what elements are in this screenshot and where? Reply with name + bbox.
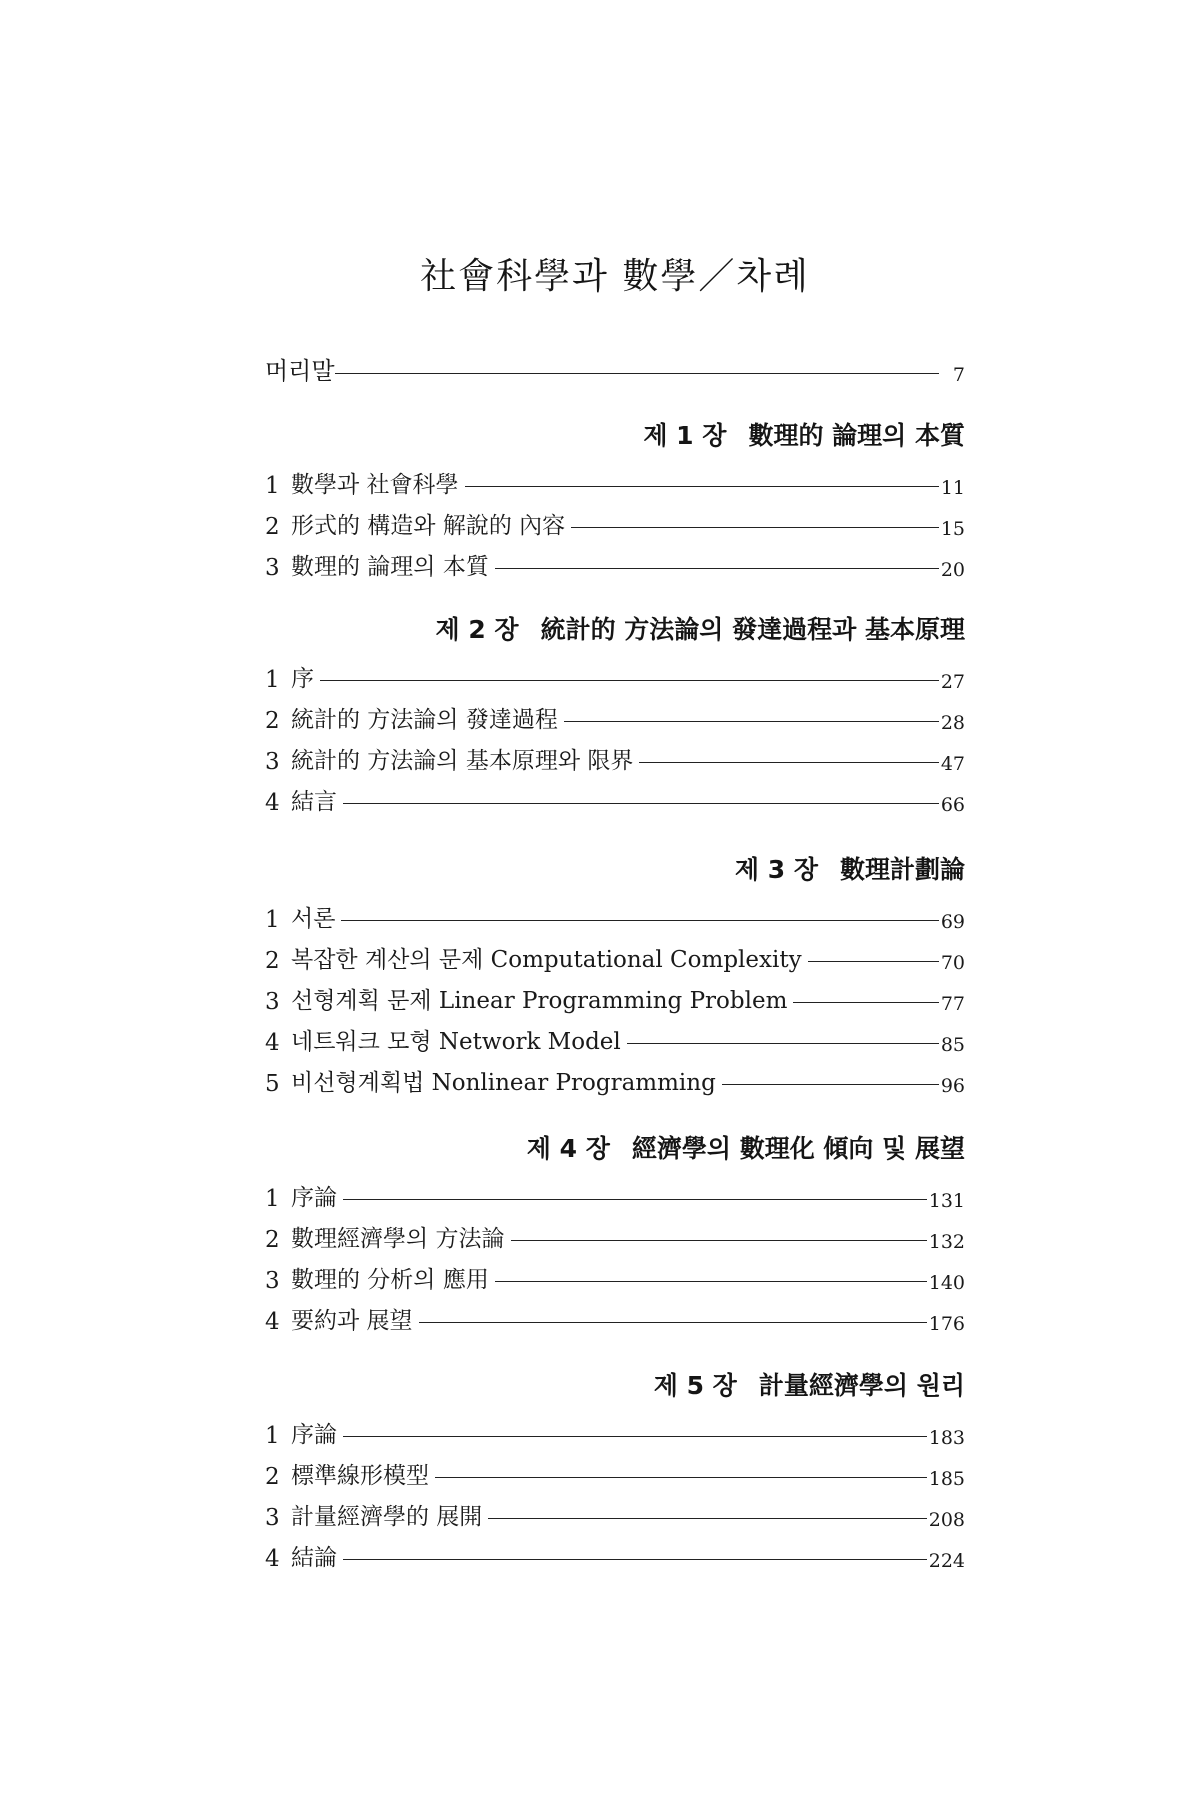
toc-entry: [265, 1531, 965, 1572]
chapter-3: [265, 848, 965, 1097]
entry-label: 數理的 論理의 本質: [291, 554, 489, 580]
entry-page-number: 208: [928, 1509, 965, 1531]
entry-page-number: 27: [940, 671, 965, 693]
entry-label: 統計的 方法論의 基本原理와 限界: [291, 748, 634, 774]
entry-page-number: 7: [952, 364, 965, 386]
leader-line: [335, 373, 939, 374]
entry-label: 서론: [291, 906, 336, 932]
entry-label: 結言: [291, 789, 337, 815]
leader-line: [320, 680, 939, 681]
toc-entry: [265, 1056, 965, 1097]
entry-number: 2: [265, 1464, 280, 1490]
chapter-4: [265, 1127, 965, 1335]
entry-label: 네트워크 모형 Network Model: [291, 1029, 621, 1055]
toc-entry: [265, 1212, 965, 1253]
toc-entry: [265, 933, 965, 974]
entry-label: 標準線形模型: [291, 1463, 429, 1489]
entry-number: 4: [265, 790, 280, 816]
entry-number: 3: [265, 989, 280, 1015]
entry-label: 計量經濟學的 展開: [291, 1504, 483, 1530]
entry-page-number: 96: [940, 1075, 965, 1097]
chapter-title: 統計的 方法論의 發達過程과 基本原理: [540, 615, 965, 644]
leader-line: [435, 1477, 927, 1478]
toc-entry: [265, 1253, 965, 1294]
entry-page-number: 224: [928, 1550, 965, 1572]
toc-entry: [265, 1408, 965, 1449]
chapter-1: [265, 414, 965, 581]
toc-entry: [265, 652, 965, 693]
toc-entry: [265, 693, 965, 734]
entry-label: 數理經濟學의 方法論: [291, 1226, 505, 1252]
entry-label: 數學과 社會科學: [291, 472, 459, 498]
leader-line: [639, 762, 938, 763]
toc-entry-preface: [265, 350, 965, 386]
chapter-number: 제 2 장: [435, 615, 519, 644]
toc-entry: [265, 1490, 965, 1531]
toc-entry: [265, 775, 965, 816]
leader-line: [465, 486, 939, 487]
chapter-title: 數理的 論理의 本質: [748, 421, 965, 450]
chapter-title: 數理計劃論: [839, 855, 965, 884]
entry-page-number: 176: [928, 1313, 965, 1335]
entry-number: 4: [265, 1030, 280, 1056]
entry-number: 3: [265, 555, 280, 581]
toc-entry: [265, 458, 965, 499]
entry-number: 1: [265, 473, 280, 499]
entry-number: 2: [265, 1227, 280, 1253]
toc-entry: [265, 974, 965, 1015]
leader-line: [793, 1002, 938, 1003]
leader-line: [627, 1043, 939, 1044]
chapter-heading: [265, 848, 965, 892]
entry-label: 비선형계획법 Nonlinear Programming: [291, 1070, 716, 1096]
leader-line: [343, 1436, 927, 1437]
entry-label: 統計的 方法論의 發達過程: [291, 707, 558, 733]
toc-entry: [265, 1015, 965, 1056]
entry-page-number: 15: [940, 518, 965, 540]
leader-line: [564, 721, 939, 722]
entry-number: 1: [265, 907, 280, 933]
chapter-title: 經濟學의 數理化 傾向 및 展望: [631, 1134, 965, 1163]
entry-page-number: 131: [928, 1190, 965, 1212]
toc-entry: [265, 892, 965, 933]
entry-number: 3: [265, 749, 280, 775]
entry-number: 1: [265, 667, 280, 693]
entry-page-number: 28: [940, 712, 965, 734]
entry-label: 數理的 分析의 應用: [291, 1267, 489, 1293]
leader-line: [495, 568, 939, 569]
chapter-heading: [265, 1127, 965, 1171]
entry-number: 5: [265, 1071, 280, 1097]
toc-page: [265, 0, 965, 1800]
chapter-2: [265, 608, 965, 816]
chapter-heading: [265, 608, 965, 652]
toc-entry: [265, 1294, 965, 1335]
leader-line: [495, 1281, 927, 1282]
entry-label: 結論: [291, 1545, 337, 1571]
entry-label: 序論: [291, 1422, 337, 1448]
leader-line: [343, 1559, 927, 1560]
entry-label: 복잡한 계산의 문제 Computational Complexity: [291, 947, 802, 973]
entry-page-number: 132: [928, 1231, 965, 1253]
entry-label: 序論: [291, 1185, 337, 1211]
entry-number: 1: [265, 1186, 280, 1212]
entry-page-number: 85: [940, 1034, 965, 1056]
entry-number: 4: [265, 1309, 280, 1335]
entry-page-number: 140: [928, 1272, 965, 1294]
leader-line: [343, 803, 939, 804]
entry-number: 2: [265, 948, 280, 974]
leader-line: [343, 1199, 927, 1200]
entry-label: 선형계획 문제 Linear Programming Problem: [291, 988, 788, 1014]
chapter-number: 제 1 장: [643, 421, 727, 450]
chapter-number: 제 5 장: [653, 1371, 737, 1400]
chapter-5: [265, 1364, 965, 1572]
entry-label: 形式的 構造와 解說的 內容: [291, 513, 566, 539]
entry-number: 4: [265, 1546, 280, 1572]
entry-number: 3: [265, 1505, 280, 1531]
leader-line: [488, 1518, 926, 1519]
entry-page-number: 11: [940, 477, 965, 499]
chapter-number: 제 4 장: [526, 1134, 610, 1163]
entry-page-number: 185: [928, 1468, 965, 1490]
entry-number: 2: [265, 708, 280, 734]
entry-page-number: 77: [940, 993, 965, 1015]
entry-label: 要約과 展望: [291, 1308, 413, 1334]
chapter-heading: [265, 414, 965, 458]
entry-page-number: 66: [940, 794, 965, 816]
page-title: 社會科學과 數學／차례: [420, 256, 810, 297]
toc-entry: [265, 499, 965, 540]
entry-label: 머리말: [265, 357, 335, 385]
leader-line: [571, 527, 939, 528]
leader-line: [341, 920, 938, 921]
toc-entry: [265, 1449, 965, 1490]
entry-label: 序: [291, 666, 314, 692]
leader-line: [511, 1240, 927, 1241]
toc-entry: [265, 1171, 965, 1212]
entry-number: 2: [265, 514, 280, 540]
chapter-number: 제 3 장: [734, 855, 818, 884]
toc-entry: [265, 540, 965, 581]
chapter-title: 計量經濟學의 원리: [758, 1371, 965, 1400]
leader-line: [419, 1322, 927, 1323]
chapter-heading: [265, 1364, 965, 1408]
entry-page-number: 20: [940, 559, 965, 581]
leader-line: [808, 961, 939, 962]
entry-page-number: 47: [940, 753, 965, 775]
entry-page-number: 70: [940, 952, 965, 974]
entry-page-number: 183: [928, 1427, 965, 1449]
entry-number: 1: [265, 1423, 280, 1449]
entry-number: 3: [265, 1268, 280, 1294]
entry-page-number: 69: [940, 911, 965, 933]
leader-line: [722, 1084, 939, 1085]
toc-entry: [265, 734, 965, 775]
